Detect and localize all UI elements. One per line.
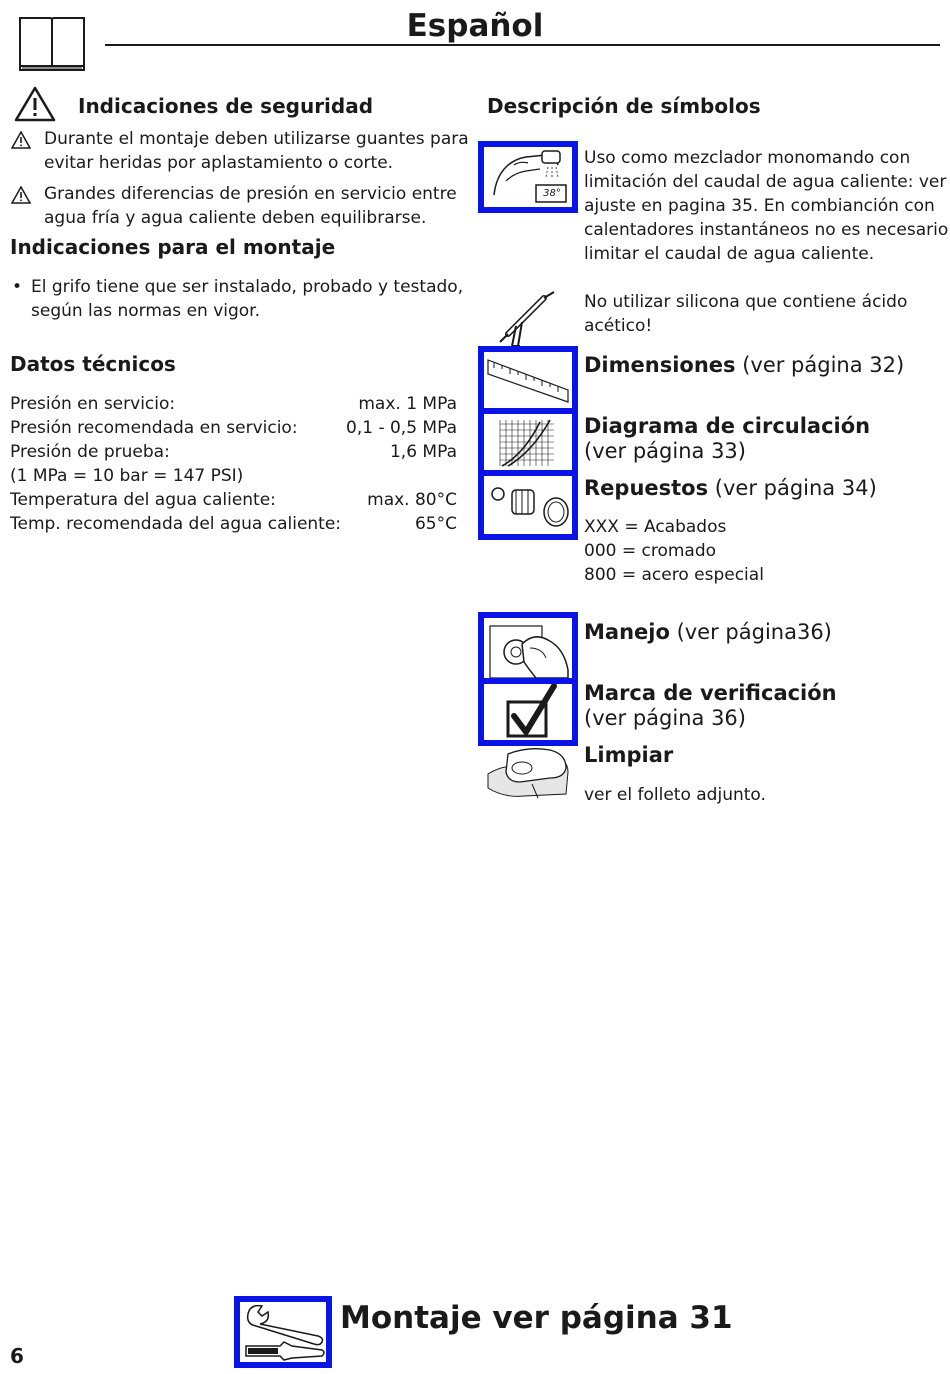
page-title: Español — [406, 8, 544, 44]
spec-row — [10, 464, 457, 488]
dimensions-label — [584, 353, 904, 378]
spec-row — [10, 392, 457, 416]
spec-value: max. 1 MPa — [358, 394, 457, 414]
spec-row — [10, 416, 457, 440]
spec-label: Temperatura del agua caliente: — [10, 490, 276, 510]
safety-item-pressure — [44, 182, 457, 230]
spec-row — [10, 512, 457, 536]
spec-label: Temp. recomendada del agua caliente: — [10, 514, 342, 534]
symbol-title: Repuestos — [584, 476, 709, 500]
temperature-display: 38° — [543, 188, 561, 199]
mixer-limit-icon — [478, 141, 578, 213]
spec-value: 65°C — [414, 514, 457, 534]
flow-diagram-label — [584, 414, 870, 464]
flow-diagram-icon — [478, 408, 578, 476]
symbol-title: Dimensiones — [584, 353, 736, 377]
cleaning-text: ver el folleto adjunto. — [584, 785, 766, 805]
bullet: • — [12, 277, 23, 297]
handling-label — [584, 620, 832, 645]
symbol-title: Marca de verificación — [584, 681, 837, 705]
page-reference: (ver página 36) — [584, 706, 746, 730]
finish-item: 800 = acero especial — [584, 565, 764, 585]
text-line: Durante el montaje deben utilizarse guantes para — [44, 129, 469, 149]
assembly-item — [31, 275, 463, 323]
page-reference: (ver página36) — [669, 620, 832, 644]
text-line: ajuste en pagina 35. En combianción con — [584, 196, 935, 216]
mounting-reference: Montaje ver página 31 — [340, 1300, 733, 1336]
spec-label: Presión de prueba: — [10, 442, 170, 462]
spec-value: 1,6 MPa — [389, 442, 457, 462]
technical-title: Datos técnicos — [10, 352, 176, 376]
text-line: limitación del caudal de agua caliente: ver — [584, 172, 947, 192]
text-line: El grifo tiene que ser instalado, probado y testado, — [31, 277, 464, 297]
safety-title: Indicaciones de seguridad — [78, 94, 374, 118]
checkmark-icon — [478, 678, 578, 746]
text-line: No utilizar silicona que contiene ácido — [584, 292, 908, 312]
spec-label: Presión en servicio: — [10, 394, 176, 414]
text-line: acético! — [584, 316, 653, 336]
spec-value: 0,1 - 0,5 MPa — [346, 418, 457, 438]
header-rule — [105, 44, 940, 46]
finish-item: XXX = Acabados — [584, 517, 727, 537]
text-line: limitar el caudal de agua caliente. — [584, 244, 875, 264]
mixer-description — [584, 146, 948, 266]
tools-icon — [234, 1296, 332, 1368]
text-line: agua fría y agua caliente deben equilibrarse. — [44, 208, 427, 228]
symbol-title: Diagrama de circulación — [584, 414, 871, 438]
symbol-title: Limpiar — [584, 743, 674, 767]
warning-icon — [11, 131, 31, 149]
spare-parts-label — [584, 476, 877, 501]
warning-large-icon — [14, 86, 56, 122]
text-line: calentadores instantáneos no es necesario — [584, 220, 949, 240]
silicone-warning — [584, 290, 907, 338]
finish-item: 000 = cromado — [584, 541, 717, 561]
finishes-list — [584, 515, 764, 587]
spec-label: (1 MPa = 10 bar = 147 PSI) — [10, 466, 244, 486]
cleaning-cloth-icon — [484, 744, 570, 800]
spec-value: max. 80°C — [367, 490, 457, 510]
text-line: evitar heridas por aplastamiento o corte. — [44, 153, 394, 173]
cleaning-label — [584, 743, 673, 768]
checkmark-label — [584, 681, 837, 731]
text-line: según las normas en vigor. — [31, 301, 261, 321]
symbols-title: Descripción de símbolos — [487, 94, 761, 118]
page-reference: (ver página 32) — [735, 353, 905, 377]
silicone-gun-icon — [494, 290, 558, 348]
dimensions-ruler-icon — [478, 346, 578, 414]
text-line: Grandes diferencias de presión en servicio entre — [44, 184, 457, 204]
spare-parts-icon — [478, 470, 578, 540]
page-reference: (ver página 34) — [708, 476, 877, 500]
spec-row — [10, 488, 457, 512]
symbol-title: Manejo — [584, 620, 670, 644]
handling-icon — [478, 612, 578, 684]
text-line: Uso como mezclador monomando con — [584, 148, 911, 168]
assembly-title: Indicaciones para el montaje — [10, 235, 336, 259]
spec-row — [10, 440, 457, 464]
page-number: 6 — [10, 1344, 24, 1368]
warning-icon — [11, 186, 31, 204]
spec-label: Presión recomendada en servicio: — [10, 418, 298, 438]
page-reference: (ver página 33) — [584, 439, 746, 463]
safety-item-gloves — [44, 127, 469, 175]
